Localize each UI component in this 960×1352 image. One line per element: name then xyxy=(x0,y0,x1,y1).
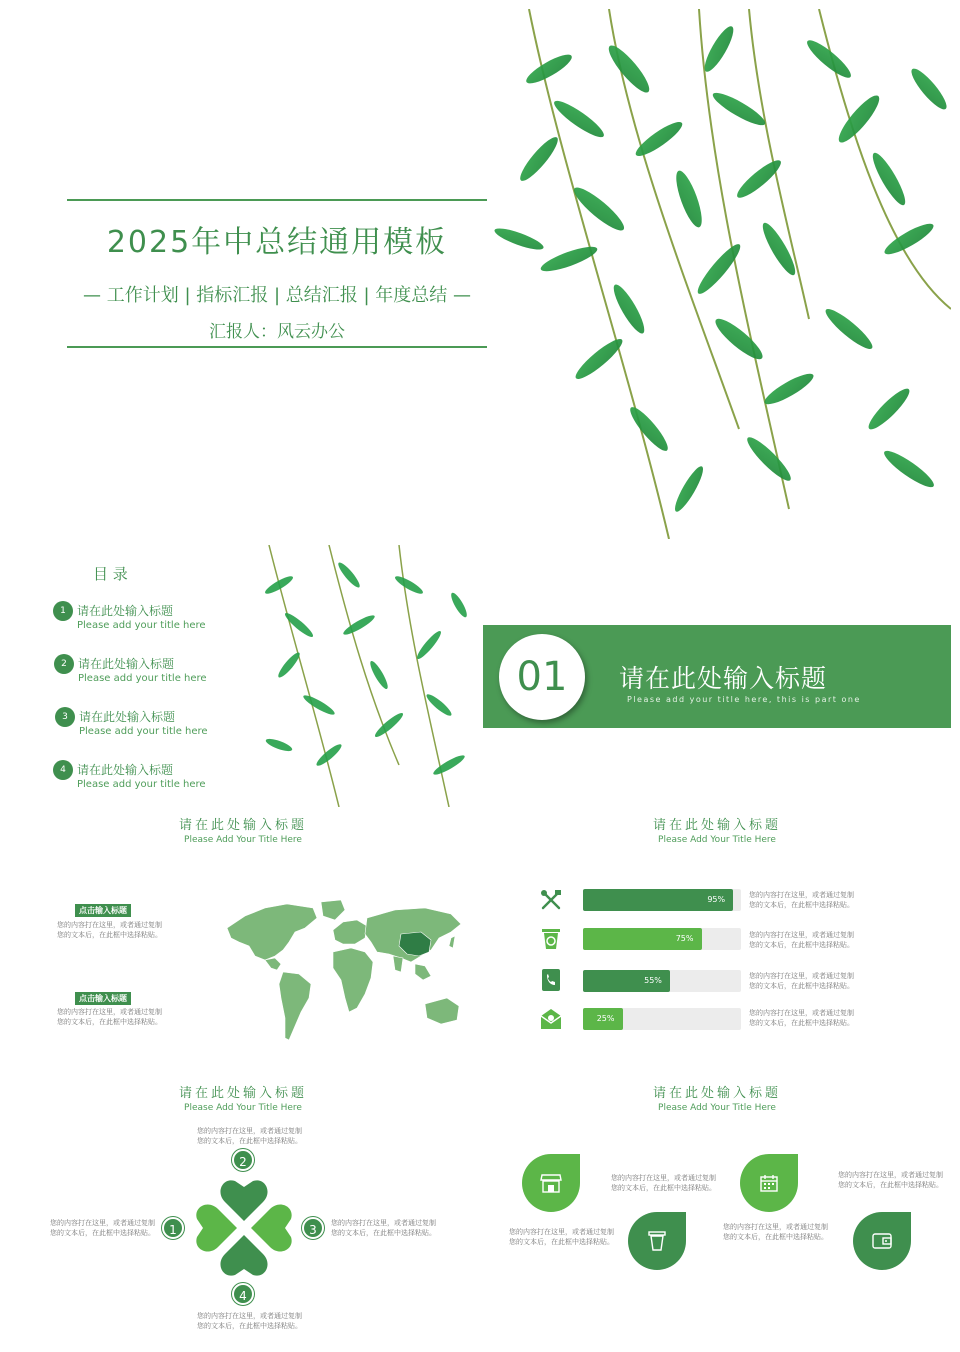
cover-bottom-rule xyxy=(67,346,487,348)
toc-number-2: 2 xyxy=(54,654,74,674)
leaf-badge-2 xyxy=(628,1212,686,1270)
section-subtitle: Please add your title here, this is part one xyxy=(627,695,861,704)
diagram-text-left-a: 您的内容打在这里，或者通过复制 xyxy=(50,1219,155,1227)
slide-subtitle: Please Add Your Title Here xyxy=(184,835,302,845)
slide-subtitle: Please Add Your Title Here xyxy=(184,1103,302,1113)
slide-subtitle: Please Add Your Title Here xyxy=(658,835,776,845)
hearts-slide xyxy=(9,1076,477,1342)
leaf-text-2a: 您的内容打在这里，或者通过复制 xyxy=(509,1228,614,1236)
toc-item-sub-3: Please add your title here xyxy=(79,726,208,737)
willow-leaves-image xyxy=(249,545,477,807)
leaf-text-1b: 您的文本后，在此框中选择粘贴。 xyxy=(611,1184,716,1192)
cover-reporter: 汇报人：风云办公 xyxy=(209,322,345,342)
leaf-text-1a: 您的内容打在这里，或者通过复制 xyxy=(611,1174,716,1182)
leaf-text-3b: 您的文本后，在此框中选择粘贴。 xyxy=(838,1181,943,1189)
section-slide xyxy=(483,545,951,807)
willow-leaves-image xyxy=(489,9,951,539)
progress-fill-4: 25% xyxy=(583,1008,623,1030)
cover-title: 2025年中总结通用模板 xyxy=(106,225,448,260)
row-text-2a: 您的内容打在这里，或者通过复制 xyxy=(749,931,854,939)
diagram-text-bottom-b: 您的文本后，在此框中选择粘贴。 xyxy=(197,1322,302,1330)
row-text-3a: 您的内容打在这里，或者通过复制 xyxy=(749,972,854,980)
world-map xyxy=(225,898,469,1050)
toc-number-1: 1 xyxy=(53,601,73,621)
leaf-text-2b: 您的文本后，在此框中选择粘贴。 xyxy=(509,1238,614,1246)
diagram-text-left-b: 您的文本后，在此框中选择粘贴。 xyxy=(50,1229,155,1237)
diagram-text-right-a: 您的内容打在这里，或者通过复制 xyxy=(331,1219,436,1227)
toc-number-3: 3 xyxy=(55,707,75,727)
section-title: 请在此处输入标题 xyxy=(619,664,828,693)
calendar-icon xyxy=(759,1173,779,1193)
toc-item-title-4[interactable]: 请在此处输入标题 xyxy=(77,763,174,777)
cup-icon xyxy=(647,1230,667,1252)
leaf-text-3a: 您的内容打在这里，或者通过复制 xyxy=(838,1171,943,1179)
slide-title: 请在此处输入标题 xyxy=(652,818,781,833)
toc-heading: 目 录 xyxy=(93,565,128,583)
row-text-3b: 您的文本后，在此框中选择粘贴。 xyxy=(749,982,854,990)
progress-fill-2: 75% xyxy=(583,928,702,950)
content-tag-2[interactable]: 点击输入标题 xyxy=(75,992,131,1005)
toc-slide xyxy=(9,545,477,807)
content-text-2b: 您的文本后，在此框中选择粘贴。 xyxy=(57,1018,162,1026)
diagram-number-4: 4 xyxy=(232,1283,254,1305)
row-text-2b: 您的文本后，在此框中选择粘贴。 xyxy=(749,941,854,949)
toc-item-sub-1: Please add your title here xyxy=(77,620,206,631)
diagram-number-3: 3 xyxy=(302,1217,324,1239)
cover-slide xyxy=(9,9,951,539)
map-slide xyxy=(9,808,477,1070)
leaf-badge-3 xyxy=(740,1154,798,1212)
row-text-1a: 您的内容打在这里，或者通过复制 xyxy=(749,891,854,899)
slide-title: 请在此处输入标题 xyxy=(652,1086,781,1101)
leaf-badge-1 xyxy=(522,1154,580,1212)
content-text-2a: 您的内容打在这里，或者通过复制 xyxy=(57,1008,162,1016)
four-hearts-diagram xyxy=(185,1169,303,1287)
recycle-bin-icon xyxy=(540,926,562,950)
row-text-1b: 您的文本后，在此框中选择粘贴。 xyxy=(749,901,854,909)
shop-icon xyxy=(540,1173,562,1193)
progress-slide xyxy=(483,808,951,1070)
mail-icon xyxy=(539,1008,563,1030)
toc-item-title-3[interactable]: 请在此处输入标题 xyxy=(79,710,176,724)
toc-item-sub-4: Please add your title here xyxy=(77,779,206,790)
cover-subtitle: — 工作计划 | 指标汇报 | 总结汇报 | 年度总结 — xyxy=(83,285,471,306)
slide-subtitle: Please Add Your Title Here xyxy=(658,1103,776,1113)
diagram-text-bottom-a: 您的内容打在这里，或者通过复制 xyxy=(197,1312,302,1320)
toc-item-title-1[interactable]: 请在此处输入标题 xyxy=(77,604,174,618)
content-tag-1[interactable]: 点击输入标题 xyxy=(75,904,131,917)
content-text-1b: 您的文本后，在此框中选择粘贴。 xyxy=(57,931,162,939)
leaf-badge-4 xyxy=(853,1212,911,1270)
leaf-text-4a: 您的内容打在这里，或者通过复制 xyxy=(723,1223,828,1231)
slide-title: 请在此处输入标题 xyxy=(178,1086,307,1101)
wallet-icon xyxy=(871,1232,893,1250)
progress-fill-3: 55% xyxy=(583,970,670,992)
toc-number-4: 4 xyxy=(53,760,73,780)
diagram-text-right-b: 您的文本后，在此框中选择粘贴。 xyxy=(331,1229,436,1237)
tools-icon xyxy=(539,888,563,912)
content-text-1a: 您的内容打在这里，或者通过复制 xyxy=(57,921,162,929)
section-number: 01 xyxy=(516,654,568,700)
toc-item-title-2[interactable]: 请在此处输入标题 xyxy=(78,657,175,671)
slide-title: 请在此处输入标题 xyxy=(178,818,307,833)
progress-fill-1: 95% xyxy=(583,889,733,911)
diagram-number-1: 1 xyxy=(162,1217,184,1239)
leaves-slide xyxy=(483,1076,951,1342)
leaf-text-4b: 您的文本后，在此框中选择粘贴。 xyxy=(723,1233,828,1241)
row-text-4a: 您的内容打在这里，或者通过复制 xyxy=(749,1009,854,1017)
diagram-number-2: 2 xyxy=(232,1149,254,1171)
diagram-text-top-a: 您的内容打在这里，或者通过复制 xyxy=(197,1127,302,1135)
phone-book-icon xyxy=(540,968,562,992)
diagram-text-top-b: 您的文本后，在此框中选择粘贴。 xyxy=(197,1137,302,1145)
section-number-circle xyxy=(499,634,585,720)
row-text-4b: 您的文本后，在此框中选择粘贴。 xyxy=(749,1019,854,1027)
toc-item-sub-2: Please add your title here xyxy=(78,673,207,684)
cover-top-rule xyxy=(67,199,487,201)
